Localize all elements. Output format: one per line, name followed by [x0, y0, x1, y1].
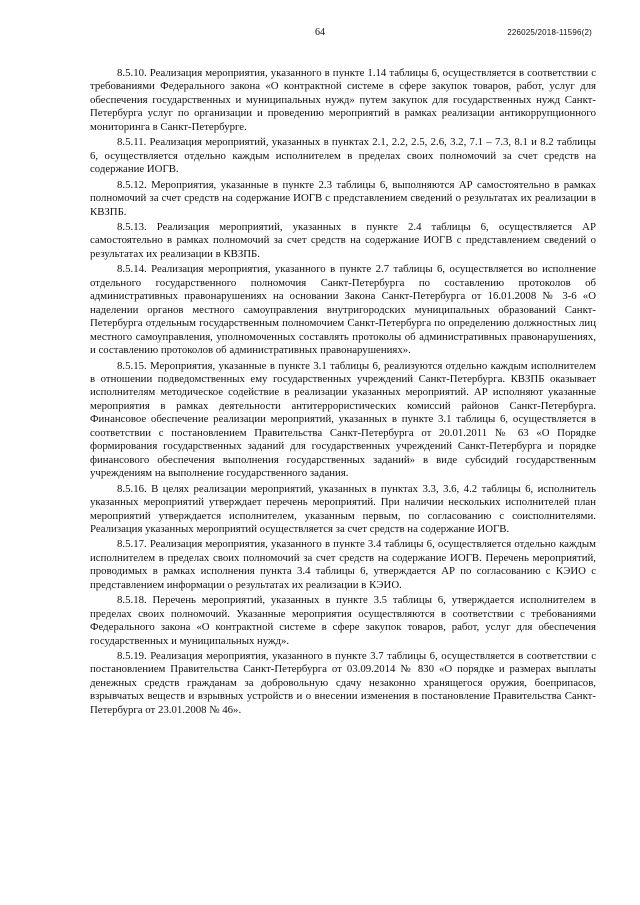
document-body [90, 67, 596, 719]
paragraph-8-5-13: 8.5.13. Реализация мероприятий, указанных в пункте 2.4 таблицы 6, осуществляется АР самостоятельно в рамках полномочий за счет средств на содержание ИОГВ с представлением сведений о результатах их реализации в КВЗПБ. [90, 220, 596, 260]
document-code: 226025/2018-11596(2) [507, 28, 592, 37]
paragraph-8-5-18: 8.5.18. Перечень мероприятий, указанных в пункте 3.5 таблицы 6, утверждается исполнителем в пределах своих полномочий. Указанные мероприятия осуществляются в соответствии с требованиями Федерального закона «О контрактной системе в сфере закупок товаров, работ, услуг для обеспечения государственных и муниципальных нужд». [90, 594, 596, 647]
paragraph-8-5-19: 8.5.19. Реализация мероприятия, указанного в пункте 3.7 таблицы 6, осуществляется в соответствии с постановлением Правительства Санкт-Петербурга от 03.09.2014 № 830 «О порядке и размерах выплаты денежных средств гражданам за добровольную сдачу незаконно хранящегося оружия, боеприпасов, взрывчатых веществ и взрывных устройств и о внесении изменения в постановление Правительства Санкт-Петербурга от 23.01.2008 № 46». [90, 650, 596, 716]
paragraph-8-5-15: 8.5.15. Мероприятия, указанные в пункте 3.1 таблицы 6, реализуются отдельно каждым исполнителем в отношении подведомственных ему государственных учреждений Санкт-Петербурга. КВЗПБ оказывает исполнителям методическое содействие в реализации указанных мероприятий. АР исполняют указанные мероприятия в рамках деятельности антитеррористических комиссий районов Санкт-Петербурга. Финансовое обеспечение реализации мероприятий, указанных в пункте 3.1 таблицы 6, осуществляется в соответствии с постановлением Правительства Санкт-Петербурга от 20.01.2011 № 63 «О Порядке формирования государственных заданий для государственных учреждений Санкт-Петербурга и порядке финансового обеспечения выполнения государственных заданий» в виде субсидий государственным учреждениям на выполнение государственного задания. [90, 359, 596, 480]
paragraph-8-5-10: 8.5.10. Реализация мероприятия, указанного в пункте 1.14 таблицы 6, осуществляется в соответствии с требованиями Федерального закона «О контрактной системе в сфере закупок товаров, работ, услуг для обеспечения государственных и муниципальных нужд» путем закупок для государственных нужд Санкт-Петербурга услуг по организации и проведению мероприятий в рамках реализации антикоррупционного мониторинга в Санкт-Петербурге. [90, 67, 596, 133]
paragraph-8-5-11: 8.5.11. Реализация мероприятий, указанных в пунктах 2.1, 2.2, 2.5, 2.6, 3.2, 7.1 – 7.3, 8.1 и 8.2 таблицы 6, осуществляется отдельно каждым исполнителем в пределах своих полномочий за счет средств на содержание ИОГВ. [90, 136, 596, 176]
paragraph-8-5-14: 8.5.14. Реализация мероприятия, указанного в пункте 2.7 таблицы 6, осуществляется во исполнение отдельного государственного полномочия Санкт-Петербурга по составлению протоколов об административных правонарушениях на основании Закона Санкт-Петербурга от 16.01.2008 № 3-6 «О наделении органов местного самоуправления внутригородских муниципальных образований Санкт-Петербурга отдельным государственным полномочием Санкт-Петербурга по определению должностных лиц местного самоуправления, уполномоченных составлять протоколы об административных правонарушениях, и составлению протоколов об административных правонарушениях». [90, 263, 596, 357]
paragraph-8-5-16: 8.5.16. В целях реализации мероприятий, указанных в пунктах 3.3, 3.6, 4.2 таблицы 6, исполнитель указанных мероприятий утверждает перечень мероприятий. При наличии нескольких исполнителей план мероприятий утверждается исполнителем, указанным первым, по согласованию с соисполнителями. Реализация указанных мероприятий осуществляется за счет средств на содержание ИОГВ. [90, 482, 596, 535]
page-number: 64 [315, 27, 325, 38]
paragraph-8-5-17: 8.5.17. Реализация мероприятия, указанного в пункте 3.4 таблицы 6, осуществляется отдельно каждым исполнителем в пределах своих полномочий за счет средств на содержание ИОГВ. Перечень мероприятий, проводимых в рамках исполнения пункта 3.4 таблицы 6, утверждается АР по согласованию с КЭИО с представлением информации о результатах их реализации в КЭИО. [90, 538, 596, 591]
paragraph-8-5-12: 8.5.12. Мероприятия, указанные в пункте 2.3 таблицы 6, выполняются АР самостоятельно в рамках полномочий за счет средств на содержание ИОГВ с представлением сведений о результатах их реализации в КВЗПБ. [90, 178, 596, 218]
